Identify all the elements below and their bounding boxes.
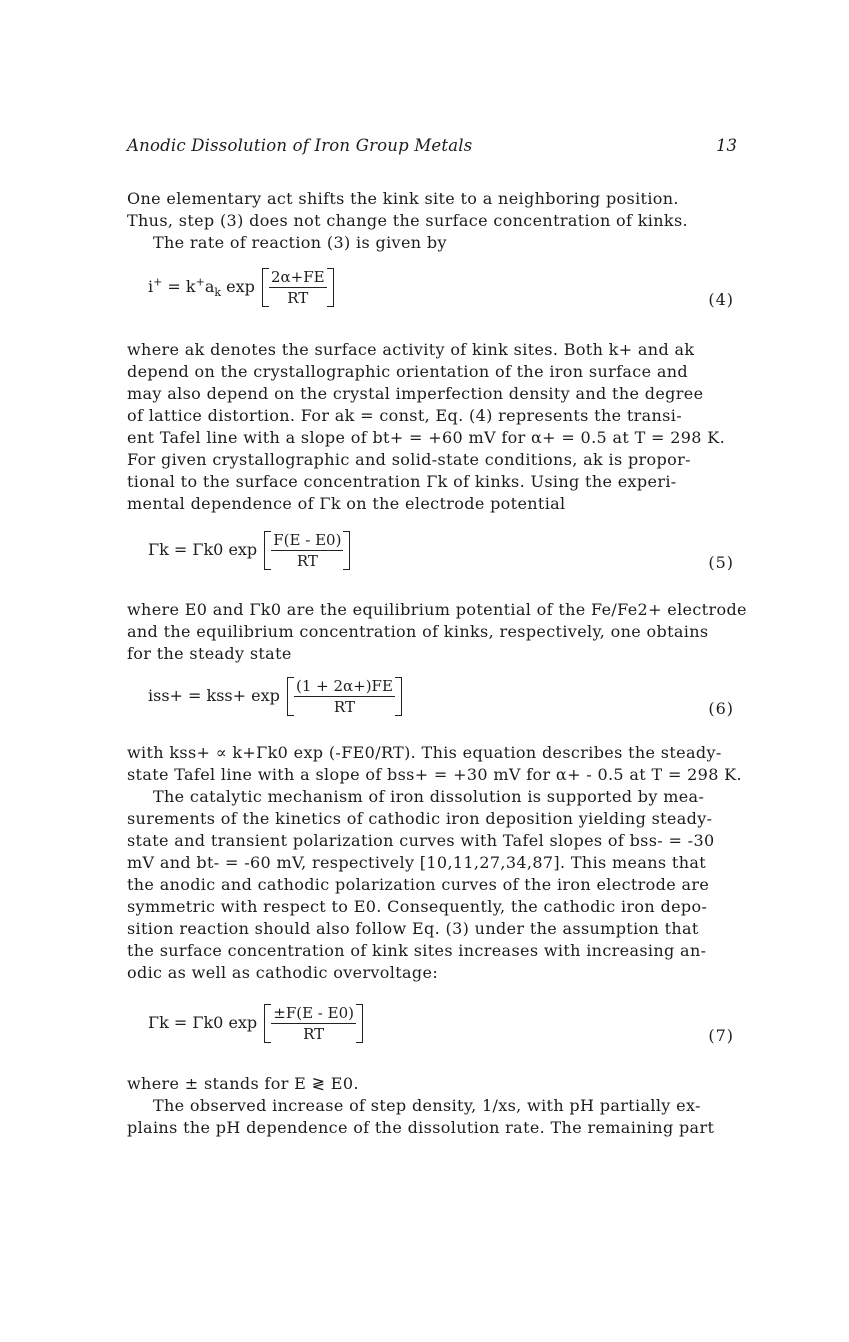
eq-term: k — [185, 277, 196, 296]
text-line: for the steady state — [127, 644, 292, 663]
text-line: The observed increase of step density, 1/xs, with pH partially ex- — [153, 1096, 701, 1115]
eq-denominator: RT — [333, 698, 355, 716]
text-line: the anodic and cathodic polarization curves of the iron electrode are — [127, 875, 710, 894]
text-line: One elementary act shifts the kink site to a neighboring position. — [127, 189, 679, 208]
equation-body — [148, 1004, 363, 1043]
text-line: where ± stands for E ≷ E0. — [127, 1074, 359, 1093]
eq-sup: + — [195, 275, 205, 289]
eq-denominator: RT — [296, 552, 318, 570]
text-line: mental dependence of Γk on the electrode potential — [127, 494, 566, 513]
paragraph-5 — [127, 1073, 749, 1139]
equation-4 — [148, 268, 738, 328]
text-line: state and transient polarization curves with Tafel slopes of bss- = -30 — [127, 831, 715, 850]
eq-lhs: i — [148, 277, 154, 296]
paragraph-2 — [127, 339, 749, 515]
paragraph-4 — [127, 742, 749, 984]
text-line: The rate of reaction (3) is given by — [153, 233, 447, 252]
text-line: the surface concentration of kink sites increases with increasing an- — [127, 941, 707, 960]
eq-bracket — [264, 1004, 363, 1043]
eq-numerator: F(E - E0) — [273, 531, 342, 549]
eq-sub: k — [214, 286, 222, 300]
eq-sup: + — [153, 275, 163, 289]
eq-func: exp — [226, 277, 255, 296]
text-line: surements of the kinetics of cathodic iron deposition yielding steady- — [127, 809, 713, 828]
eq-term: a — [204, 277, 215, 296]
text-line: Thus, step (3) does not change the surface concentration of kinks. — [127, 211, 688, 230]
text-line: of lattice distortion. For ak = const, Eq. (4) represents the transi- — [127, 406, 682, 425]
eq-fraction — [271, 531, 343, 570]
equation-body — [148, 677, 402, 716]
paragraph-1 — [127, 188, 749, 254]
eq-numerator: ±F(E - E0) — [273, 1004, 354, 1022]
eq-bracket — [262, 268, 334, 307]
eq-fraction — [294, 677, 395, 716]
equation-body: $i^+ = k^+a_k$ exp $\frac{2\alpha+FE}{RT}$ — [148, 268, 334, 307]
text-line: odic as well as cathodic overvoltage: — [127, 963, 439, 982]
text-line: ent Tafel line with a slope of bt+ = +60 mV for α+ = 0.5 at T = 298 K. — [127, 428, 725, 447]
text-line: mV and bt- = -60 mV, respectively [10,11,27,34,87]. This means that — [127, 853, 707, 872]
equation-5 — [148, 531, 738, 591]
text-line: The catalytic mechanism of iron dissolution is supported by mea- — [153, 787, 705, 806]
text-line: where E0 and Γk0 are the equilibrium potential of the Fe/Fe2+ electrode — [127, 600, 747, 619]
eq-numerator: 2α+FE — [270, 268, 325, 286]
equation-7 — [148, 1004, 738, 1064]
eq-bracket — [264, 531, 350, 570]
equation-number: (5) — [708, 553, 734, 572]
text-line: depend on the crystallographic orientation of the iron surface and — [127, 362, 688, 381]
text-line: with kss+ ∝ k+Γk0 exp (-FE0/RT). This equation describes the steady- — [127, 743, 722, 762]
eq-lhs: Γk = Γk0 exp — [148, 540, 258, 559]
eq-bracket — [287, 677, 402, 716]
eq-fraction — [271, 1004, 356, 1043]
eq-denominator: RT — [287, 289, 309, 307]
equation-body — [148, 531, 350, 570]
page-number: 13 — [716, 136, 737, 155]
text-line: symmetric with respect to E0. Consequently, the cathodic iron depo- — [127, 897, 708, 916]
eq-lhs: Γk = Γk0 exp — [148, 1013, 258, 1032]
running-title: Anodic Dissolution of Iron Group Metals — [127, 136, 473, 155]
text-line: plains the pH dependence of the dissolution rate. The remaining part — [127, 1118, 715, 1137]
equation-number: (7) — [708, 1026, 734, 1045]
text-line: For given crystallographic and solid-state conditions, ak is propor- — [127, 450, 691, 469]
eq-numerator: (1 + 2α+)FE — [295, 677, 393, 695]
text-line: sition reaction should also follow Eq. (3) under the assumption that — [127, 919, 699, 938]
paragraph-3 — [127, 599, 749, 665]
running-head — [127, 136, 737, 160]
eq-fraction — [269, 268, 327, 307]
equation-6 — [148, 677, 738, 737]
text-line: and the equilibrium concentration of kinks, respectively, one obtains — [127, 622, 709, 641]
text-line: where ak denotes the surface activity of kink sites. Both k+ and ak — [127, 340, 695, 359]
equation-number: (4) — [708, 290, 734, 309]
eq-denominator: RT — [303, 1025, 325, 1043]
eq-lhs: iss+ = kss+ exp — [148, 686, 280, 705]
text-line: state Tafel line with a slope of bss+ = +30 mV for α+ - 0.5 at T = 298 K. — [127, 765, 742, 784]
text-line: tional to the surface concentration Γk of kinks. Using the experi- — [127, 472, 677, 491]
text-line: may also depend on the crystal imperfection density and the degree — [127, 384, 704, 403]
equation-number: (6) — [708, 699, 734, 718]
